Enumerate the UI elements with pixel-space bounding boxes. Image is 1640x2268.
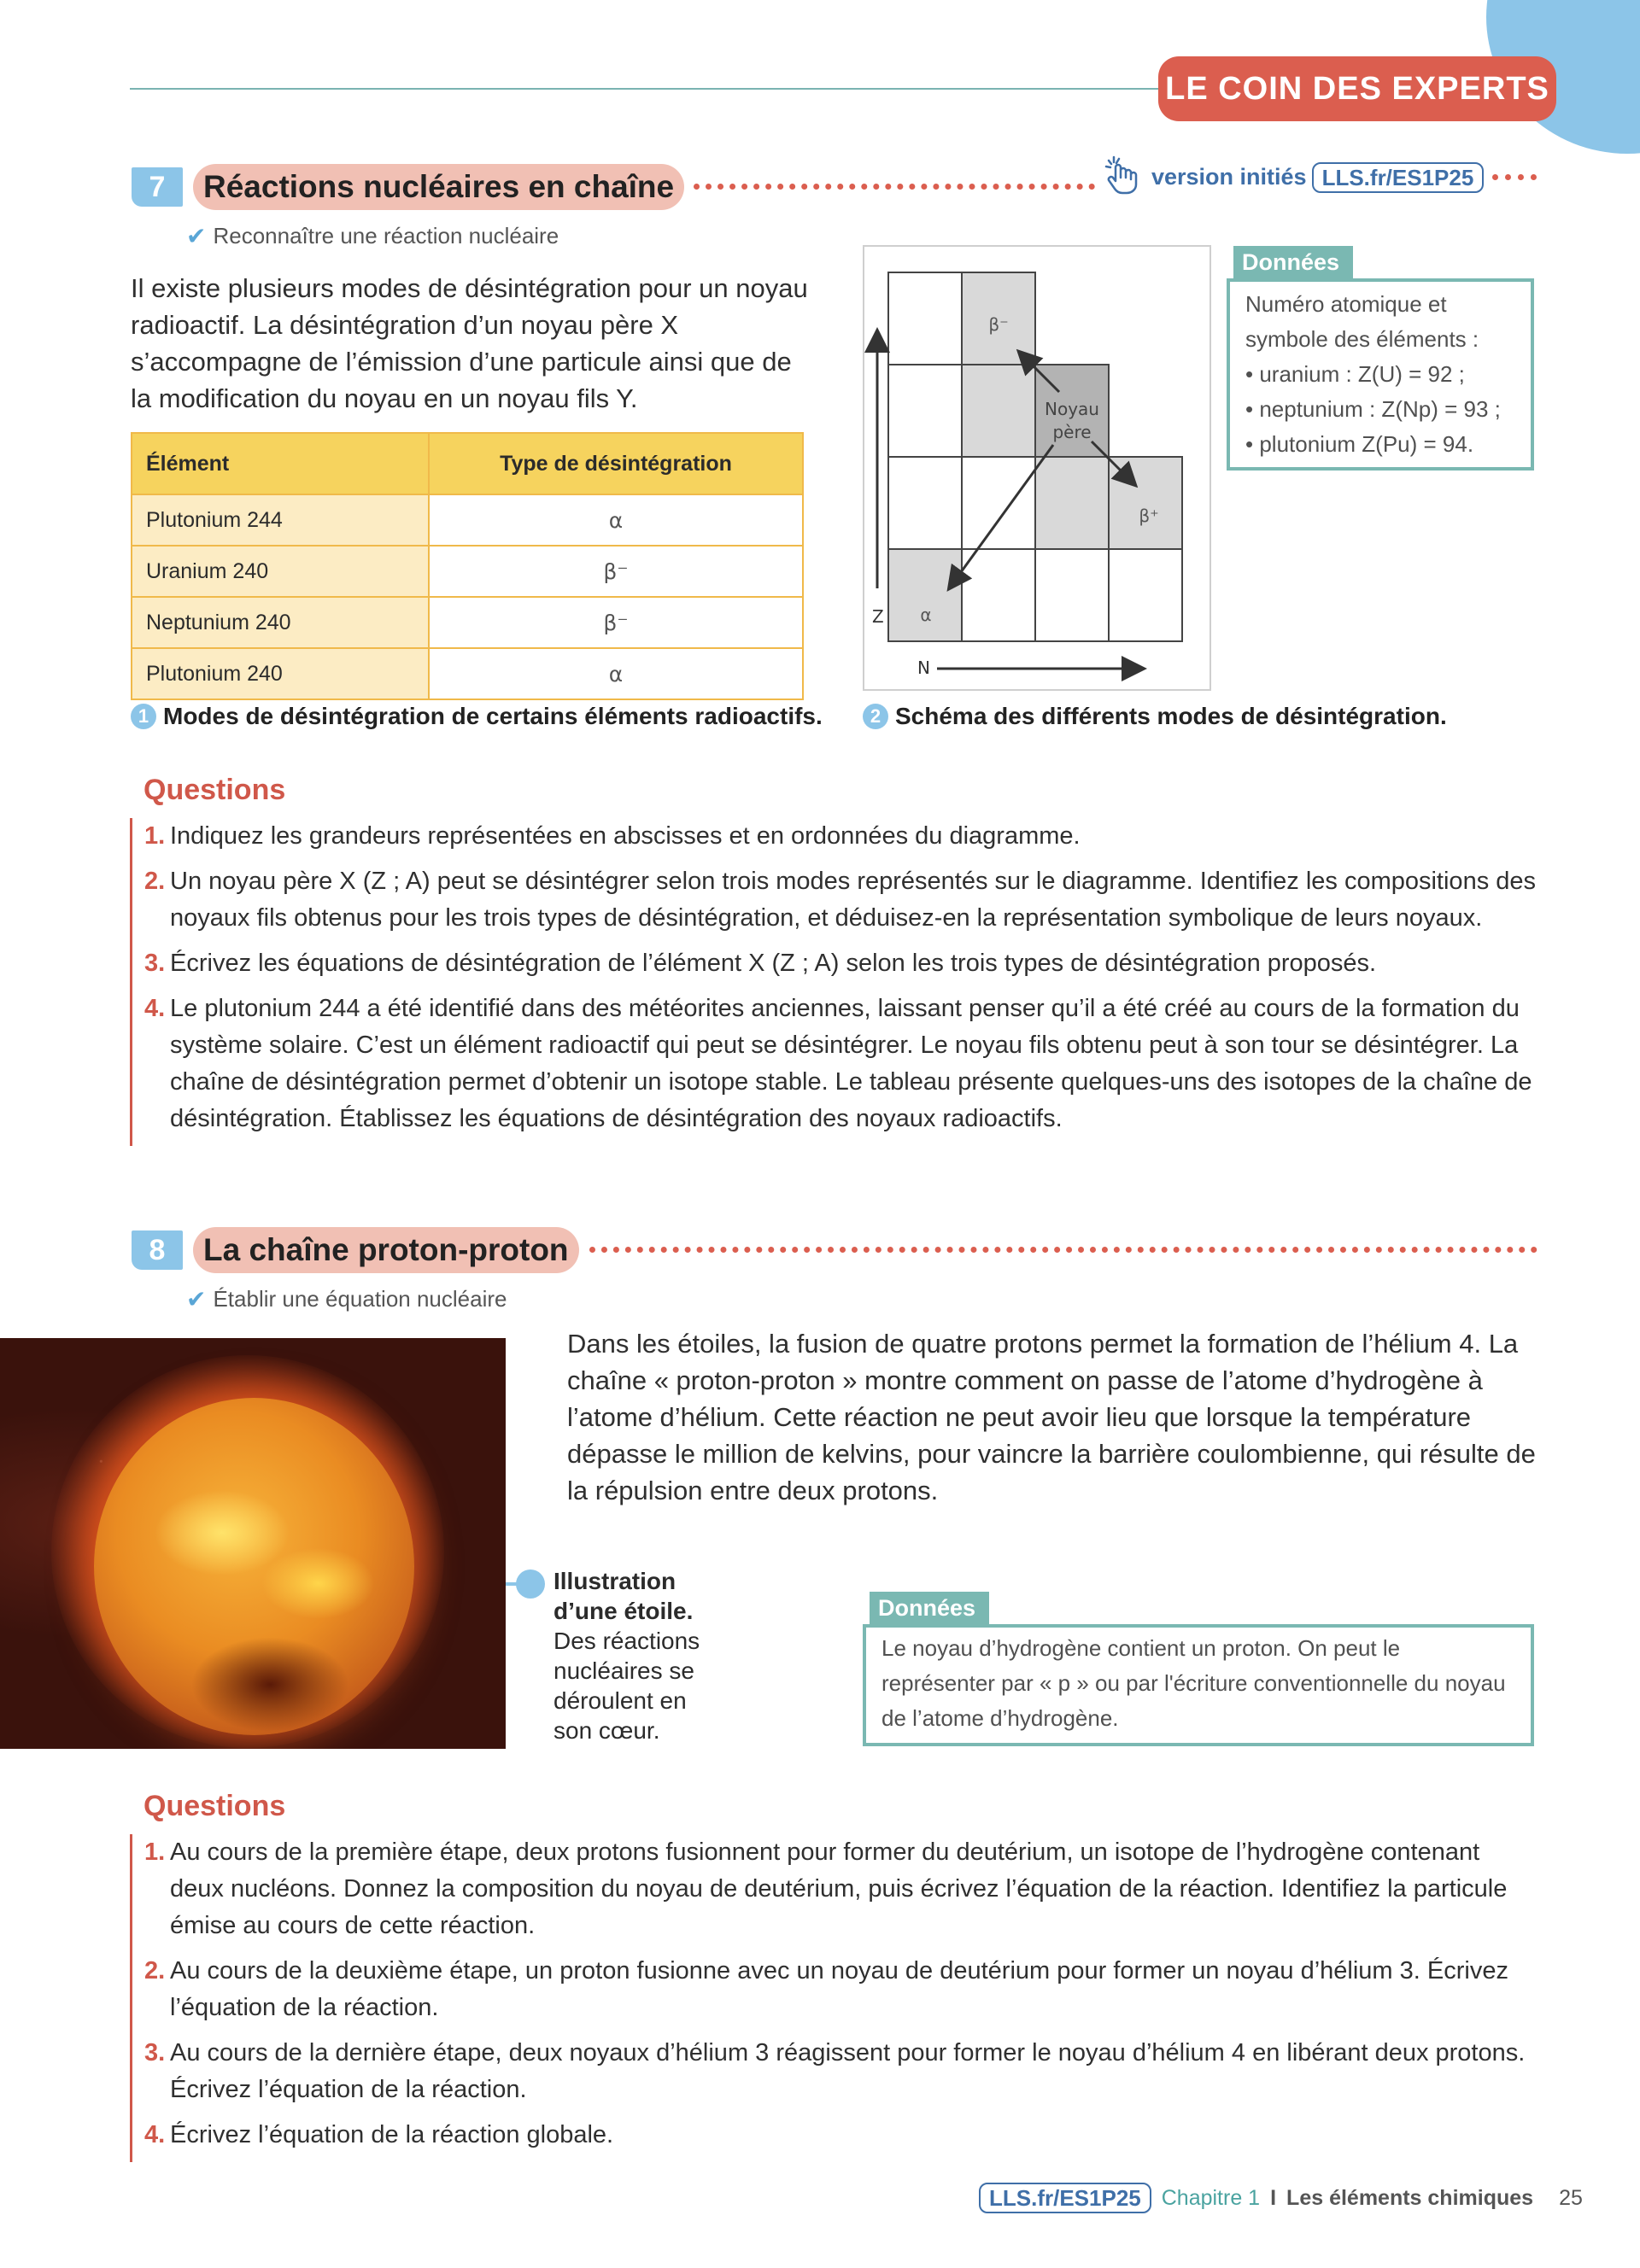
version-initiés-link[interactable] [1102, 152, 1537, 202]
question-item [144, 1953, 1539, 2026]
lls-link-badge[interactable]: LLS.fr/ES1P25 [1312, 162, 1485, 193]
page-number: 25 [1559, 2185, 1583, 2210]
question-item [144, 818, 1539, 855]
question-item [144, 2117, 1539, 2154]
doc2-caption-text: Schéma des différents modes de désintégration. [895, 703, 1447, 729]
exercise-8-title: La chaîne proton-proton [193, 1227, 579, 1273]
question-number: 2. [144, 868, 166, 895]
exercise-7-title: Réactions nucléaires en chaîne [193, 164, 684, 210]
donnees-content [1227, 278, 1534, 471]
question-number: 3. [144, 2039, 166, 2066]
questions-list-7 [130, 818, 1539, 1146]
question-number: 1. [144, 822, 166, 850]
skill-text: Établir une équation nucléaire [213, 1286, 507, 1312]
decay-table-container [131, 432, 804, 700]
version-label: version initiés [1151, 164, 1307, 190]
donnees-tag: Données [870, 1592, 989, 1624]
decay-diagram [863, 245, 1211, 691]
table-cell-element: Plutonium 244 [132, 494, 429, 546]
illustration-badge [516, 1569, 545, 1599]
illustration-title: Illustration d’une étoile. [554, 1568, 694, 1624]
question-number: 2. [144, 1957, 166, 1984]
exercise-number: 7 [132, 167, 183, 207]
beta-minus-label: β⁻ [988, 314, 1009, 335]
question-item [144, 863, 1539, 937]
checkmark-icon: ✔ [186, 223, 207, 249]
section-label: LE COIN DES EXPERTS [1158, 56, 1556, 121]
question-item [144, 945, 1539, 982]
table-row [132, 597, 803, 648]
question-text: Écrivez l’équation de la réaction globale. [170, 2121, 614, 2148]
beta-plus-label: β⁺ [1139, 506, 1159, 526]
donnees-line: symbole des éléments : [1245, 326, 1479, 352]
question-number: 1. [144, 1838, 166, 1866]
exercise-number: 8 [132, 1230, 183, 1270]
exercise-8-header [132, 1230, 183, 1270]
dotted-rule [694, 184, 1095, 190]
touch-hand-icon [1102, 152, 1146, 202]
page-footer [979, 2183, 1583, 2213]
n-axis-label: N [917, 658, 930, 678]
question-number: 4. [144, 995, 166, 1022]
donnees-line: • uranium : Z(U) = 92 ; [1245, 361, 1465, 387]
questions-title-8: Questions [144, 1790, 286, 1822]
table-header-type: Type de désintégration [429, 433, 803, 494]
table-cell-type: β⁻ [429, 597, 803, 648]
decay-grid-diagram [864, 247, 1210, 689]
question-text: Au cours de la deuxième étape, un proton fusionne avec un noyau de deutérium pour former un noyau d’hélium 3. Écrivez l’équation de la réaction. [170, 1957, 1508, 2021]
footer-separator: I [1270, 2185, 1277, 2210]
footer-chapter: Chapitre 1 [1161, 2185, 1261, 2210]
question-number: 3. [144, 950, 166, 977]
footer-lls-link[interactable]: LLS.fr/ES1P25 [979, 2183, 1151, 2213]
noyau-pere-label-1: Noyau [1045, 399, 1099, 419]
alpha-label: α [920, 605, 932, 625]
table-cell-element: Neptunium 240 [132, 597, 429, 648]
dotted-rule [589, 1247, 1538, 1253]
exercise-7-intro: Il existe plusieurs modes de désintégration pour un noyau radioactif. La désintégration d’un noyau père X s’accompagne de l’émission d’une particule ainsi que de la modification du noyau en un noyau fils Y. [131, 273, 808, 413]
doc2-caption [863, 703, 1447, 730]
exercise-8-intro: Dans les étoiles, la fusion de quatre protons permet la formation de l’hélium 4. La chaîne « proton-proton » montre comment on passe de l’atome d’hydrogène à l’atome d’hélium. Cette réaction ne peut avoir lieu que lorsque la température dépasse le million de kelvins, pour vaincre la barrière coulombienne, qui résulte de la répulsion entre deux protons. [567, 1329, 1536, 1505]
donnees-content: Le noyau d’hydrogène contient un proton. On peut le représenter par « p » ou par l'écriture conventionnelle du noyau de l’atome d’hydrogène. [863, 1624, 1534, 1746]
questions-title-7: Questions [144, 774, 286, 806]
question-text: Indiquez les grandeurs représentées en abscisses et en ordonnées du diagramme. [170, 822, 1081, 850]
doc1-caption [131, 703, 823, 730]
checkmark-icon: ✔ [186, 1286, 207, 1312]
doc1-caption-text: Modes de désintégration de certains éléments radioactifs. [163, 703, 823, 729]
doc-number-badge: 2 [863, 704, 888, 729]
table-header-element: Élément [132, 433, 429, 494]
header-rule [130, 88, 1163, 90]
decay-table [131, 432, 804, 700]
questions-list-8 [130, 1834, 1539, 2162]
footer-chapter-title: Les éléments chimiques [1286, 2185, 1534, 2210]
skill-line [186, 1285, 507, 1313]
question-number: 4. [144, 2121, 166, 2148]
donnees-line: • neptunium : Z(Np) = 93 ; [1245, 396, 1501, 422]
table-cell-element: Uranium 240 [132, 546, 429, 597]
noyau-pere-label-2: père [1052, 422, 1092, 442]
question-text: Au cours de la première étape, deux protons fusionnent pour former du deutérium, un isotope de l’hydrogène contenant deux nucléons. Donnez la composition du noyau de deutérium, puis écrivez l’équation de la réaction. Identifiez la particule émise au cours de cette réaction. [170, 1838, 1508, 1939]
table-cell-element: Plutonium 240 [132, 648, 429, 699]
dotted-rule [1492, 174, 1537, 180]
table-row [132, 494, 803, 546]
exercise-7-header [132, 167, 183, 207]
table-row [132, 546, 803, 597]
donnees-box-8 [863, 1592, 1534, 1746]
doc-number-badge: 1 [131, 704, 156, 729]
z-axis-label: Z [872, 606, 884, 627]
question-text: Un noyau père X (Z ; A) peut se désintégrer selon trois modes représentés sur le diagramme. Identifiez les compositions des noyaux fils obtenus pour les trois types de désintégration, et déduisez-en la représentation symbolique de leurs noyaux. [170, 868, 1537, 932]
table-cell-type: β⁻ [429, 546, 803, 597]
question-item [144, 2035, 1539, 2108]
illustration-caption [554, 1566, 724, 1745]
donnees-box-7 [1227, 246, 1534, 471]
table-cell-type: α [429, 494, 803, 546]
donnees-line: • plutonium Z(Pu) = 94. [1245, 431, 1474, 457]
question-item [144, 991, 1539, 1137]
donnees-line: Numéro atomique et [1245, 291, 1447, 317]
illustration-text: Des réactions nucléaires se déroulent en son cœur. [554, 1628, 700, 1744]
star-illustration-image [0, 1338, 506, 1749]
table-row [132, 648, 803, 699]
skill-text: Reconnaître une réaction nucléaire [213, 223, 559, 248]
question-item [144, 1834, 1539, 1944]
question-text: Le plutonium 244 a été identifié dans des météorites anciennes, laissant penser qu’il a été créé au cours de la formation du système solaire. C’est un élément radioactif qui peut se désintégrer. Le noyau fils obtenu peut à son tour se désintégrer. La chaîne de désintégration permet d’obtenir un isotope stable. Le tableau présente quelques-uns des isotopes de la chaîne de désintégration. Établissez les équations de désintégration des noyaux radioactifs. [170, 995, 1532, 1132]
star-sphere [94, 1398, 414, 1735]
donnees-tag: Données [1233, 246, 1353, 278]
question-text: Écrivez les équations de désintégration de l’élément X (Z ; A) selon les trois types de désintégration proposés. [170, 950, 1377, 977]
skill-line [186, 222, 559, 250]
table-cell-type: α [429, 648, 803, 699]
question-text: Au cours de la dernière étape, deux noyaux d’hélium 3 réagissent pour former le noyau d’hélium 4 en libérant deux protons. Écrivez l’équation de la réaction. [170, 2039, 1526, 2103]
